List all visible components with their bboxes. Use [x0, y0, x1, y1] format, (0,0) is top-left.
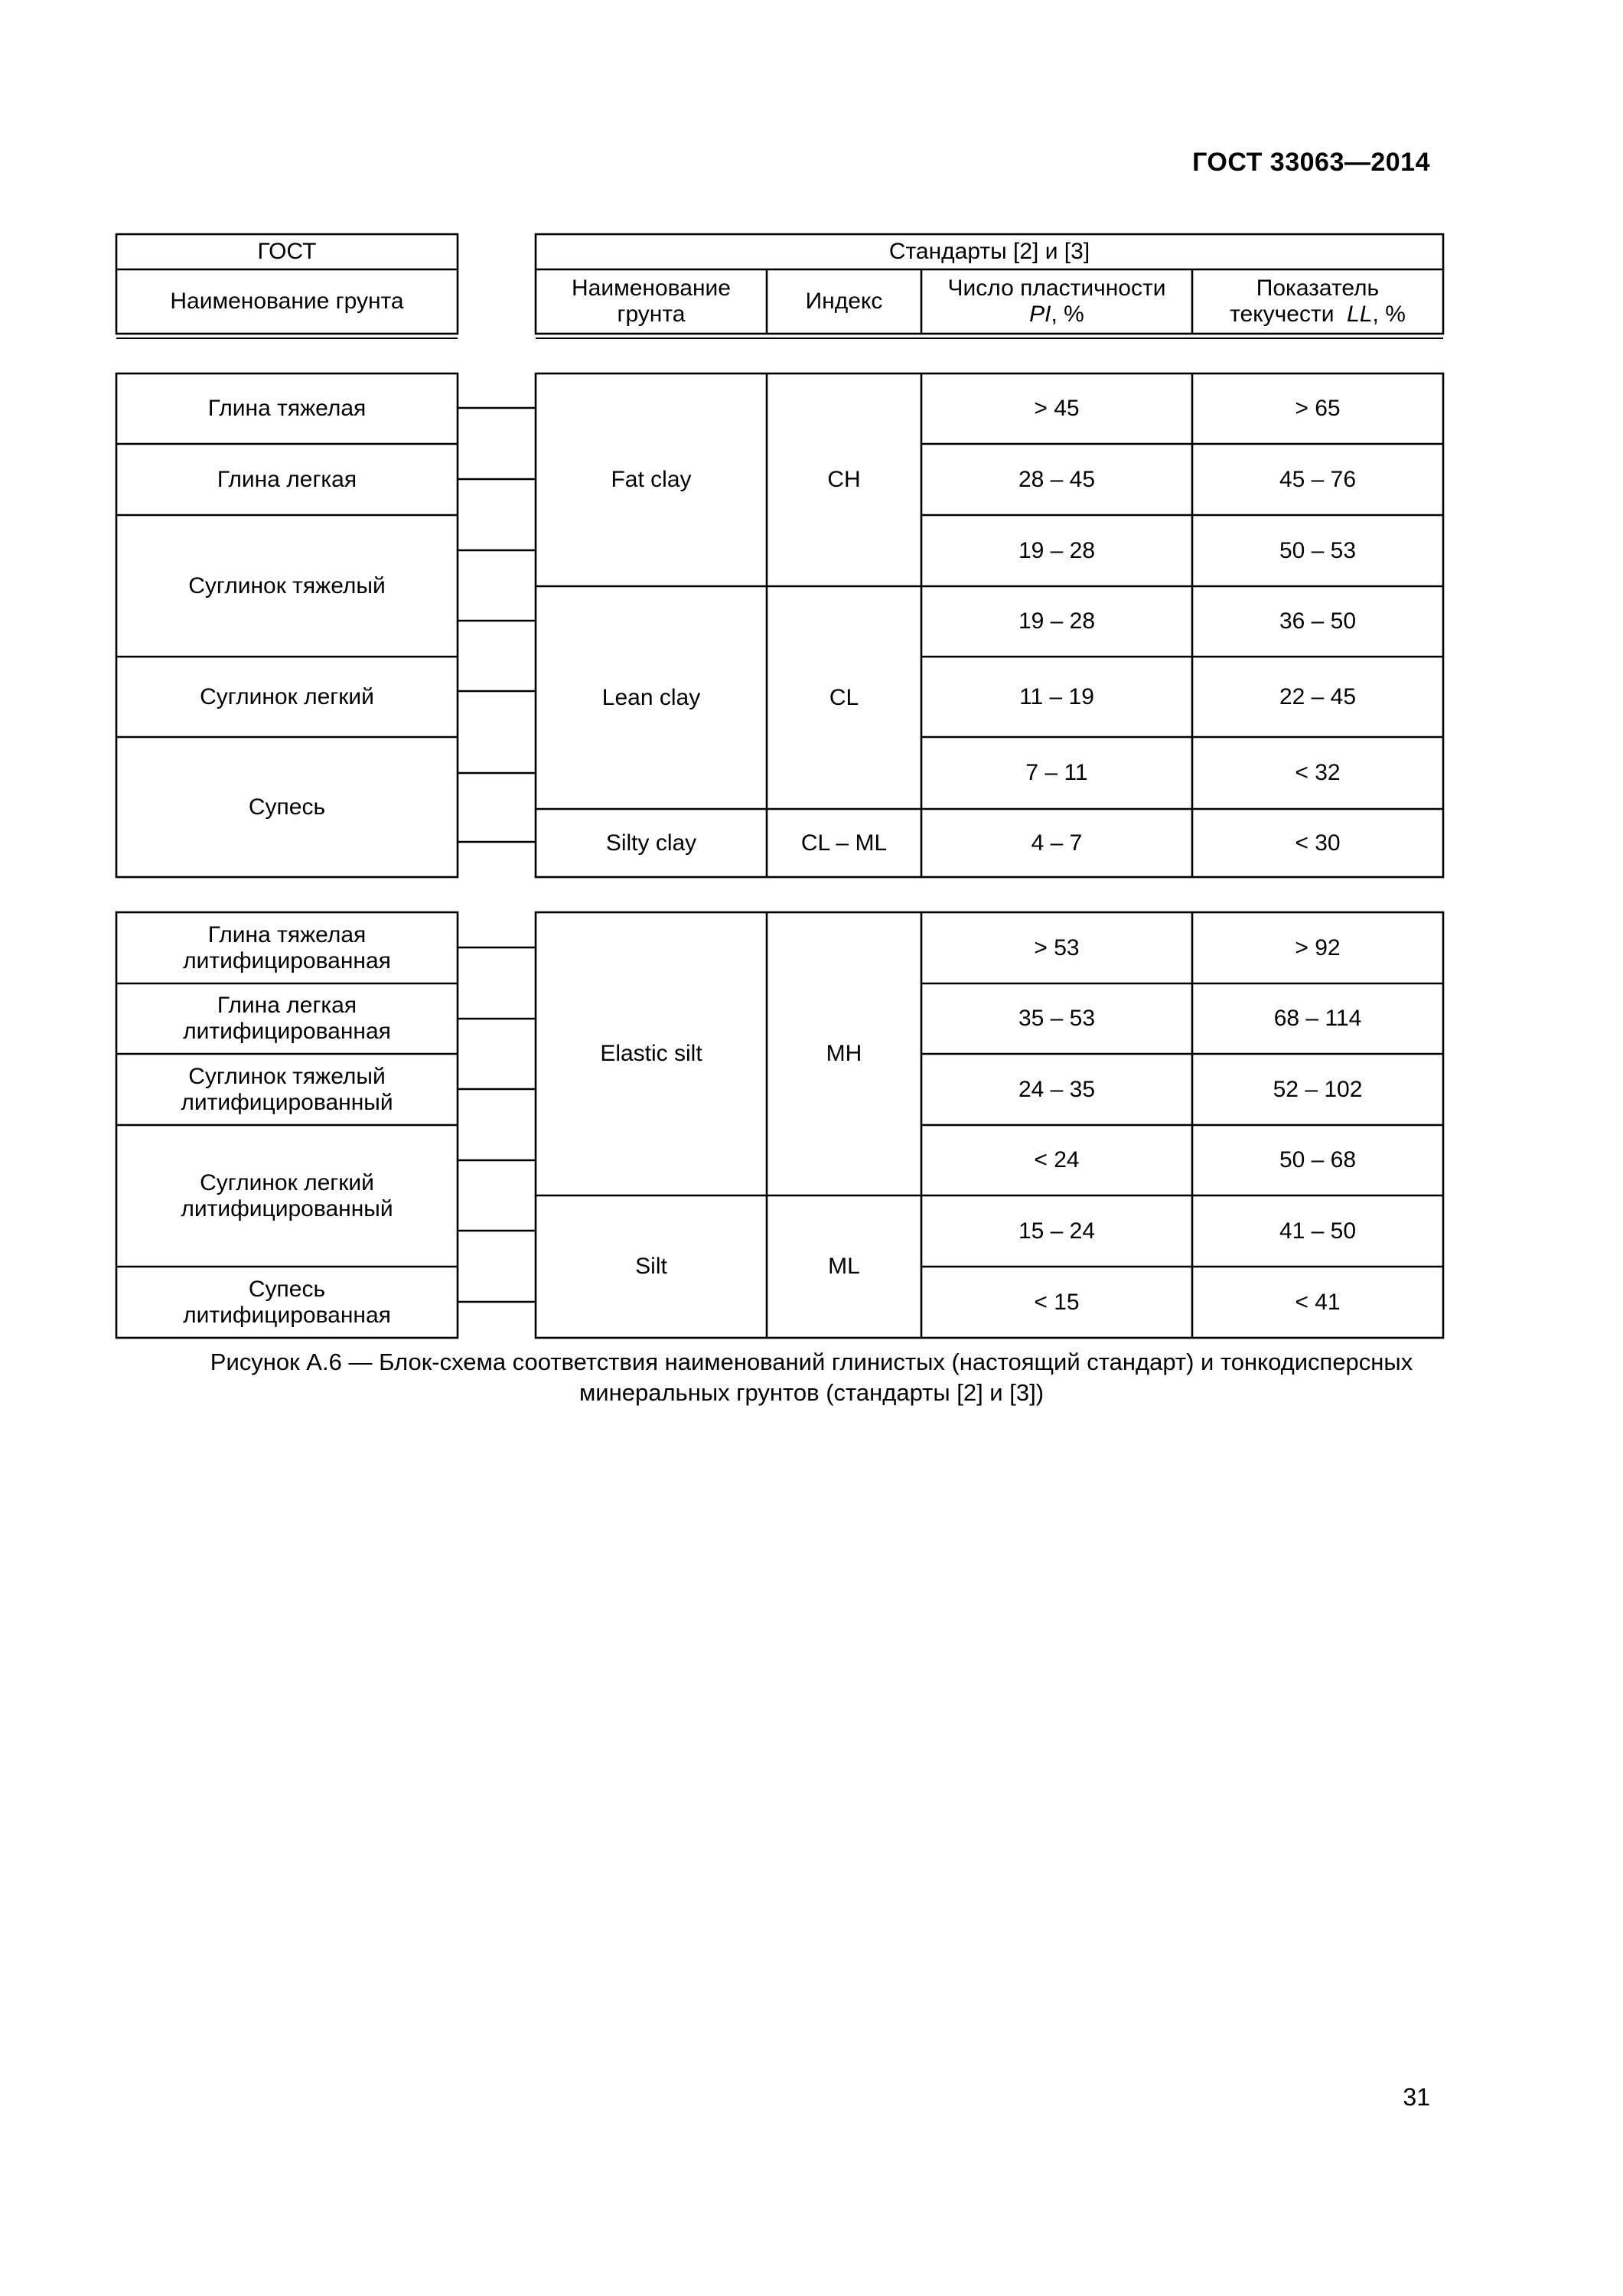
gost-soil-name: Суглинок тяжелый [188, 572, 386, 598]
liquid-limit-value: 52 – 102 [1273, 1076, 1363, 1102]
index-header: Индекс [805, 289, 883, 314]
liquid-limit-value: < 41 [1295, 1289, 1341, 1315]
liquid-limit-value: > 65 [1295, 396, 1341, 421]
ll-symbol: LL [1347, 302, 1373, 327]
soil-index: CH [827, 467, 861, 492]
liquid-limit-value: 68 – 114 [1273, 1006, 1362, 1031]
soil-index: MH [826, 1041, 862, 1066]
gost-soil-name-line1: Суглинок тяжелый [188, 1063, 386, 1089]
gost-soil-name: Глина легкая [217, 466, 357, 492]
soil-name-header-line1: Наименование [572, 276, 731, 301]
liquid-limit-header-line2 [1230, 302, 1406, 328]
soil-index: ML [828, 1254, 860, 1279]
liquid-limit-value: 45 – 76 [1279, 466, 1357, 492]
plasticity-index-value: 15 – 24 [1018, 1218, 1096, 1244]
plasticity-index-value: < 24 [1034, 1147, 1080, 1172]
standard-soil-name: Lean clay [601, 684, 701, 710]
plasticity-index-value: 19 – 28 [1018, 608, 1096, 634]
gost-soil-name-header: Наименование грунта [170, 289, 404, 314]
pi-symbol: PI [1029, 302, 1051, 327]
plasticity-index-header [921, 269, 1192, 334]
liquid-limit-value: < 32 [1295, 760, 1341, 785]
gost-label: ГОСТ [257, 239, 317, 264]
gost-soil-name: Глина тяжелая [207, 396, 367, 421]
standard-soil-name: Fat clay [611, 467, 692, 492]
standard-soil-name: Silty clay [605, 830, 697, 856]
plasticity-index-header-line1: Число пластичности [947, 276, 1166, 301]
liquid-limit-value: < 30 [1295, 830, 1341, 856]
soil-name-header-line2: грунта [617, 302, 686, 327]
gost-soil-name-line1: Глина легкая [217, 993, 357, 1018]
soil-index: CL – ML [800, 830, 888, 856]
standard-soil-name: Elastic silt [600, 1041, 702, 1066]
liquid-limit-value: 41 – 50 [1279, 1218, 1357, 1244]
figure-caption-line1: Рисунок А.6 — Блок-схема соответствия наименований глинистых (настоящий стандарт) и тонкодисперсных [210, 1349, 1413, 1375]
gost-soil-name [116, 912, 458, 983]
plasticity-index-value: 11 – 19 [1019, 683, 1094, 709]
plasticity-index-value: 19 – 28 [1018, 537, 1096, 563]
liquid-limit-header [1192, 269, 1443, 334]
page-number: 31 [1403, 2083, 1430, 2111]
ll-prefix: текучести [1230, 302, 1341, 327]
figure-caption-line2: минеральных грунтов (стандарты [2] и [3]) [578, 1379, 1045, 1406]
liquid-limit-value: 22 – 45 [1279, 683, 1357, 709]
gost-soil-name-line1: Супесь [248, 1276, 326, 1302]
liquid-limit-value: 36 – 50 [1279, 608, 1357, 634]
gost-soil-name [116, 1054, 458, 1125]
plasticity-index-value: > 45 [1034, 396, 1080, 421]
document-id-header: ГОСТ 33063—2014 [1192, 148, 1430, 177]
liquid-limit-header-line1: Показатель [1256, 276, 1380, 301]
gost-soil-name-line1: Суглинок легкий [200, 1169, 374, 1195]
standards-label: Стандарты [2] и [3] [888, 239, 1090, 264]
plasticity-index-value: 4 – 7 [1031, 830, 1083, 856]
gost-soil-name: Суглинок легкий [200, 683, 374, 709]
plasticity-index-value: < 15 [1034, 1289, 1080, 1315]
gost-soil-name [116, 1267, 458, 1338]
soil-index: CL [829, 684, 859, 710]
plasticity-index-value: > 53 [1034, 934, 1080, 960]
gost-soil-name-line2: литифицированный [181, 1089, 393, 1115]
gost-soil-name [116, 1125, 458, 1267]
gost-soil-name [116, 983, 458, 1054]
standard-soil-name: Silt [635, 1254, 667, 1279]
plasticity-index-header-line2 [1029, 302, 1084, 328]
plasticity-index-value: 7 – 11 [1025, 760, 1088, 785]
ll-unit: , % [1372, 302, 1406, 327]
soil-name-header [536, 269, 767, 334]
gost-soil-name-line2: литифицированная [183, 947, 391, 974]
liquid-limit-value: > 92 [1295, 934, 1341, 960]
gost-soil-name: Супесь [248, 794, 326, 820]
gost-soil-name-line2: литифицированная [183, 1019, 391, 1044]
plasticity-index-value: 24 – 35 [1018, 1076, 1096, 1102]
plasticity-index-value: 28 – 45 [1018, 466, 1096, 492]
gost-soil-name-line2: литифицированный [181, 1195, 393, 1221]
gost-soil-name-line1: Глина тяжелая [207, 921, 367, 947]
gost-soil-name-line2: литифицированная [183, 1302, 391, 1328]
liquid-limit-value: 50 – 53 [1279, 537, 1357, 563]
liquid-limit-value: 50 – 68 [1279, 1147, 1357, 1172]
pi-unit: , % [1051, 302, 1084, 327]
plasticity-index-value: 35 – 53 [1018, 1006, 1096, 1031]
figure-caption [115, 1347, 1508, 1408]
